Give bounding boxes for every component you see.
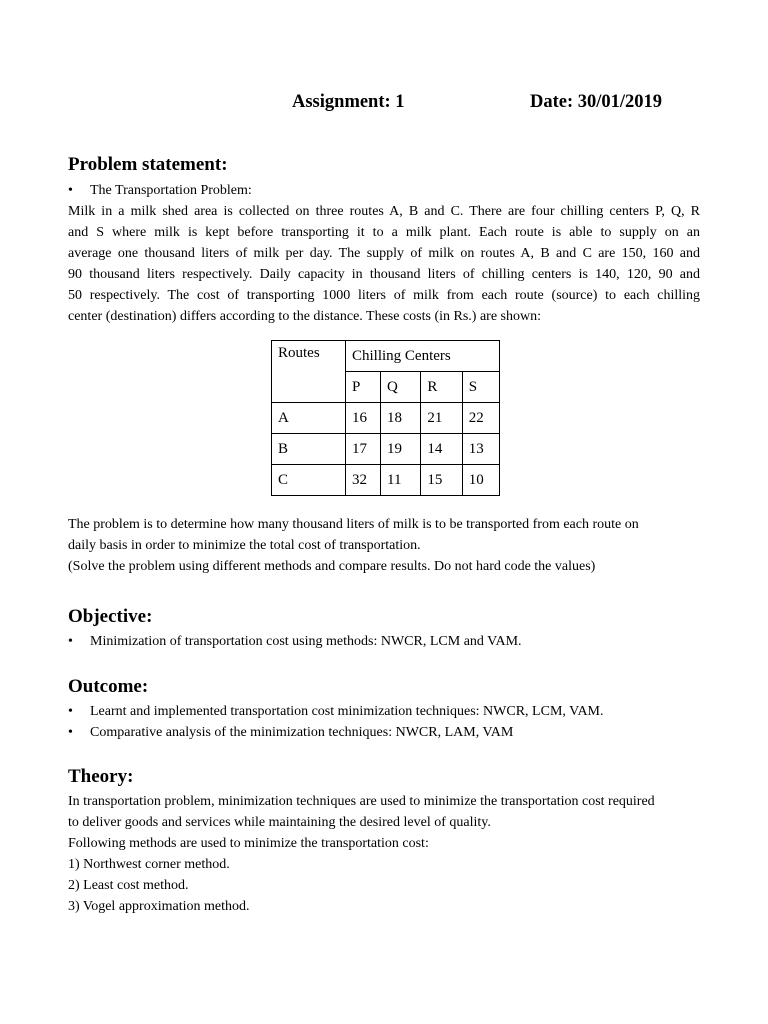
bullet-icon: • [68, 704, 73, 719]
paragraph-line: daily basis in order to minimize the total cost of transportation. [68, 538, 421, 553]
paragraph-line: In transportation problem, minimization techniques are used to minimize the transportation cost required [68, 794, 655, 809]
cost-cell: 32 [346, 465, 381, 496]
column-header: R [421, 372, 462, 403]
method-item: 1) Northwest corner method. [68, 857, 230, 872]
cost-cell: 16 [346, 403, 381, 434]
objective-heading: Objective: [68, 606, 153, 627]
problem-statement-heading: Problem statement: [68, 154, 228, 175]
table-row [272, 465, 500, 496]
paragraph-line: Milk in a milk shed area is collected on three routes A, B and C. There are four chilling centers P, Q, R [68, 204, 700, 219]
cost-cell: 10 [462, 465, 499, 496]
paragraph-line: 50 respectively. The cost of transporting 1000 liters of milk from each route (source) to each chilling [68, 288, 700, 303]
assignment-date: Date: 30/01/2019 [530, 92, 663, 112]
cost-cell: 15 [421, 465, 462, 496]
paragraph-line: to deliver goods and services while maintaining the desired level of quality. [68, 815, 491, 830]
after-table-paragraph [68, 514, 700, 577]
paragraph-line: average one thousand liters of milk per day. The supply of milk on routes A, B and C are 150, 160 and [68, 246, 700, 261]
paragraph-line: Following methods are used to minimize the transportation cost: [68, 836, 429, 851]
paragraph-line: center (destination) differs according to the distance. These costs (in Rs.) are shown: [68, 309, 542, 324]
problem-paragraph [68, 201, 700, 327]
cost-cell: 18 [381, 403, 421, 434]
table-header-row [272, 341, 500, 372]
outcome-bullet-text: Learnt and implemented transportation cost minimization techniques: NWCR, LCM, VAM. [90, 704, 604, 719]
cost-cell: 22 [462, 403, 499, 434]
objective-bullet-text: Minimization of transportation cost using methods: NWCR, LCM and VAM. [90, 634, 522, 649]
route-cell: C [272, 465, 346, 496]
cost-table [271, 340, 500, 496]
bullet-icon: • [68, 183, 73, 198]
method-item: 2) Least cost method. [68, 878, 189, 893]
route-cell: A [272, 403, 346, 434]
routes-header: Routes [272, 341, 346, 403]
outcome-bullet [68, 701, 604, 722]
paragraph-line: (Solve the problem using different methods and compare results. Do not hard code the values) [68, 559, 596, 574]
cost-cell: 17 [346, 434, 381, 465]
method-item: 3) Vogel approximation method. [68, 899, 250, 914]
paragraph-line: 90 thousand liters respectively. Daily capacity in thousand liters of chilling centers is 140, 120, 90 and [68, 267, 700, 282]
outcome-heading: Outcome: [68, 676, 149, 697]
cost-cell: 14 [421, 434, 462, 465]
problem-bullet-text: The Transportation Problem: [90, 183, 252, 198]
paragraph-line: The problem is to determine how many thousand liters of milk is to be transported from each route on [68, 517, 639, 532]
cost-cell: 19 [381, 434, 421, 465]
assignment-title: Assignment: 1 [292, 92, 405, 112]
bullet-icon: • [68, 634, 73, 649]
column-header: P [346, 372, 381, 403]
objective-bullet [68, 631, 522, 652]
outcome-bullet-text: Comparative analysis of the minimization techniques: NWCR, LAM, VAM [90, 725, 514, 740]
paragraph-line: and S where milk is kept before transporting it to a milk plant. Each route is able to supply on an [68, 225, 700, 240]
theory-heading: Theory: [68, 766, 134, 787]
table-row [272, 434, 500, 465]
cost-cell: 11 [381, 465, 421, 496]
chilling-centers-header: Chilling Centers [346, 341, 500, 372]
outcome-bullet [68, 722, 513, 743]
column-header: S [462, 372, 499, 403]
theory-paragraph [68, 791, 700, 917]
bullet-icon: • [68, 725, 73, 740]
column-header: Q [381, 372, 421, 403]
cost-cell: 21 [421, 403, 462, 434]
problem-bullet [68, 180, 252, 201]
cost-cell: 13 [462, 434, 499, 465]
route-cell: B [272, 434, 346, 465]
table-row [272, 403, 500, 434]
